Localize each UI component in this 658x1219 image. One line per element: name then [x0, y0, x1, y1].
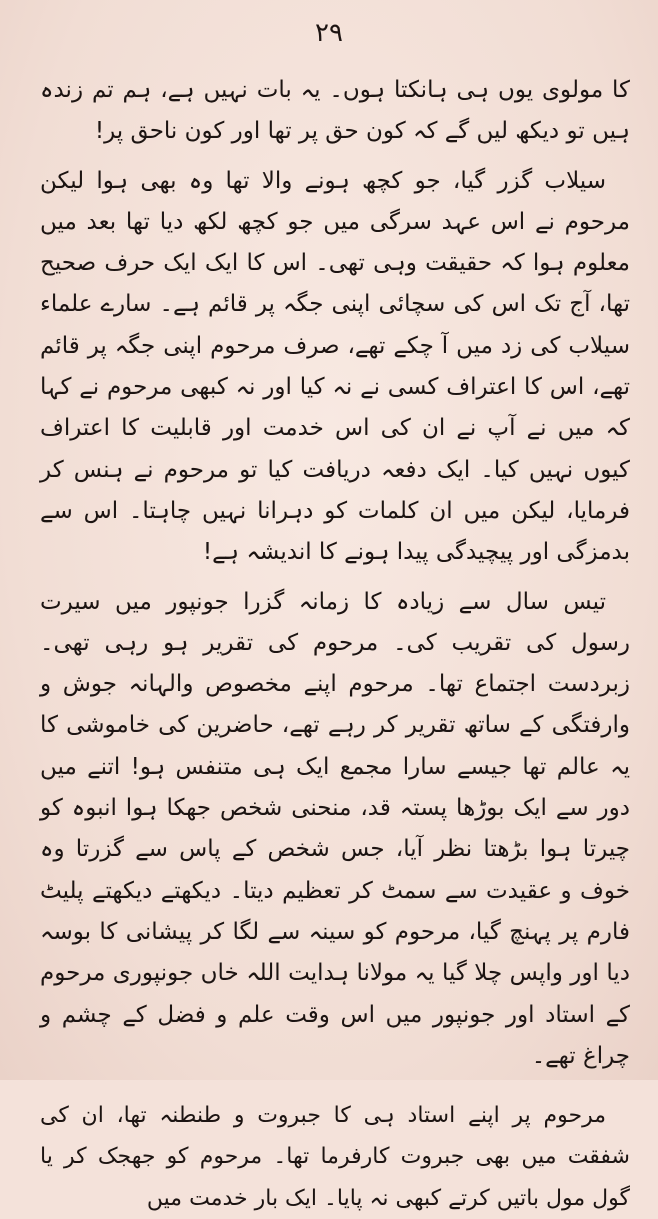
page-body-text [40, 70, 630, 1219]
page-number: ۲۹ [315, 18, 343, 48]
paragraph-4: مرحوم پر اپنے استاد ہی کا جبروت و طنطنہ تھا، ان کی شفقت میں بھی جبروت کارفرما تھا۔ مرحوم کو جھجک کر یا گول مول باتیں کرتے کبھی نہ پایا۔ ایک بار خدمت میں [40, 1103, 630, 1211]
paragraph-1: کا مولوی یوں ہی ہانکتا ہوں۔ یہ بات نہیں ہے، ہم تم زندہ ہیں تو دیکھ لیں گے کہ کون حق پر تھا اور کون ناحق پر! [40, 77, 630, 145]
paragraph-2: سیلاب گزر گیا، جو کچھ ہونے والا تھا وہ بھی ہوا لیکن مرحوم نے اس عہد سرگی میں جو کچھ لکھ دیا تھا بعد میں معلوم ہوا کہ حقیقت وہی تھی۔ اس کا ایک ایک حرف صحیح تھا، آج تک اس کی سچائی اپنی جگہ پر قائم ہے۔ سارے علماء سیلاب کی زد میں آ چکے تھے، صرف مرحوم اپنی جگہ پر قائم تھے، اس کا اعتراف کسی نے نہ کیا اور نہ کبھی مرحوم نے کہا کہ میں نے آپ نے ان کی اس خدمت اور قابلیت کا اعتراف کیوں نہیں کیا۔ ایک دفعہ دریافت کیا تو مرحوم نے ہنس کر فرمایا، لیکن میں ان کلمات کو دہرانا نہیں چاہتا۔ اس سے بدمزگی اور پیچیدگی پیدا ہونے کا اندیشہ ہے! [40, 167, 630, 566]
paragraph-3: تیس سال سے زیادہ کا زمانہ گزرا جونپور میں سیرت رسول کی تقریب کی۔ مرحوم کی تقریر ہو رہی تھی۔ زبردست اجتماع تھا۔ مرحوم اپنے مخصوص والہانہ جوش و وارفتگی کے ساتھ تقریر کر رہے تھے، حاضرین کی خاموشی کا یہ عالم تھا جیسے سارا مجمع ایک ہی متنفس ہو! اتنے میں دور سے ایک بوڑھا پستہ قد، منحنی شخص جھکا ہوا انبوہ کو چیرتا ہوا بڑھتا نظر آیا، جس شخص کے پاس سے گزرتا وہ خوف و عقیدت سے سمٹ کر تعظیم دیتا۔ دیکھتے دیکھتے پلیٹ فارم پر پہنچ گیا، مرحوم کو سینہ سے لگا کر پیشانی کا بوسہ دیا اور واپس چلا گیا یہ مولانا ہدایت اللہ خاں جونپوری مرحوم کے استاد اور جونپور میں اس وقت علم و فضل کے چشم و چراغ تھے۔ [40, 588, 630, 1069]
